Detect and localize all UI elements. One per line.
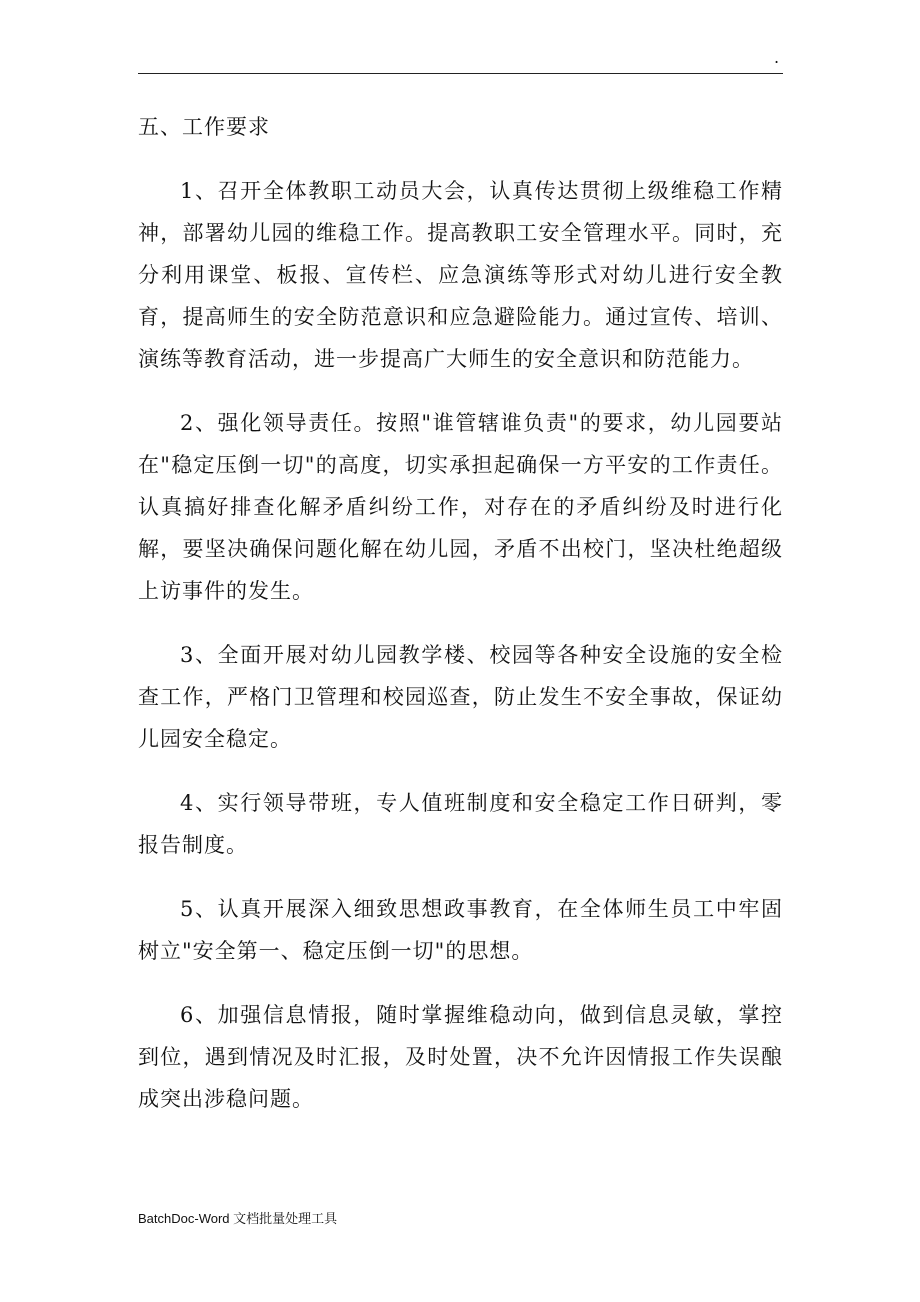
footer-text: BatchDoc-Word 文档批量处理工具 [138,1211,338,1226]
paragraph-2: 2、强化领导责任。按照"谁管辖谁负责"的要求，幼儿园要站在"稳定压倒一切"的高度，切实承担起确保一方平安的工作责任。认真搞好排查化解矛盾纠纷工作，对存在的矛盾纠纷及时进行化解，要坚决确保问题化解在幼儿园，矛盾不出校门，坚决杜绝超级上访事件的发生。 [138,411,783,603]
paragraph-1: 1、召开全体教职工动员大会，认真传达贯彻上级维稳工作精神，部署幼儿园的维稳工作。提高教职工安全管理水平。同时，充分利用课堂、板报、宣传栏、应急演练等形式对幼儿进行安全教育，提高师生的安全防范意识和应急避险能力。通过宣传、培训、演练等教育活动，进一步提高广大师生的安全意识和防范能力。 [138,179,783,371]
paragraph-3: 3、全面开展对幼儿园教学楼、校园等各种安全设施的安全检查工作，严格门卫管理和校园巡查，防止发生不安全事故，保证幼儿园安全稳定。 [138,643,783,751]
header-mark: . [774,48,780,67]
header-rule [138,73,783,74]
document-body [138,106,783,1142]
paragraph-4: 4、实行领导带班，专人值班制度和安全稳定工作日研判，零报告制度。 [138,791,783,857]
paragraph-5: 5、认真开展深入细致思想政事教育，在全体师生员工中牢固树立"安全第一、稳定压倒一切"的思想。 [138,897,783,963]
section-title: 五、工作要求 [138,115,270,139]
paragraph-6: 6、加强信息情报，随时掌握维稳动向，做到信息灵敏，掌控到位，遇到情况及时汇报，及时处置，决不允许因情报工作失误酿成突出涉稳问题。 [138,1003,783,1111]
